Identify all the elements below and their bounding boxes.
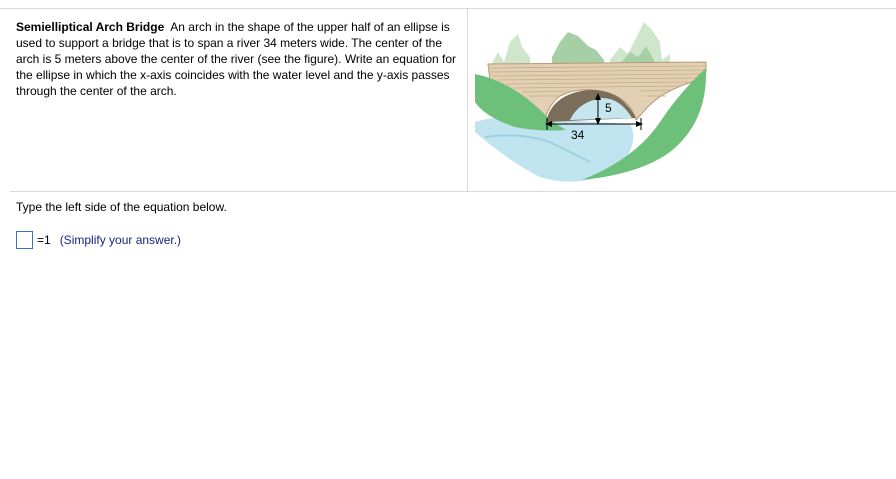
arch-bridge-figure [470,12,720,187]
width-label: 34 [571,128,585,142]
problem-body: An arch in the shape of the upper half of an ellipse is used to support a bridge that is to span a river 34 meters wide. The center of the arch is 5 meters above the center of the river (see the figure). Write an equation for the ellipse in which the x-axis coincides with the water level and the y-axis passes through the center of the arch. [16,20,456,98]
problem-panel [10,9,468,191]
section-divider [10,191,896,192]
simplify-hint: (Simplify your answer.) [59,233,182,247]
answer-input[interactable] [16,231,33,249]
problem-title: Semielliptical Arch Bridge [16,20,165,34]
problem-statement [16,19,466,99]
arch-bridge-illustration [470,12,720,187]
answer-row [16,229,181,251]
answer-instruction: Type the left side of the equation below. [16,200,227,214]
height-label: 5 [605,101,612,115]
equals-one-label: =1 [37,233,51,247]
